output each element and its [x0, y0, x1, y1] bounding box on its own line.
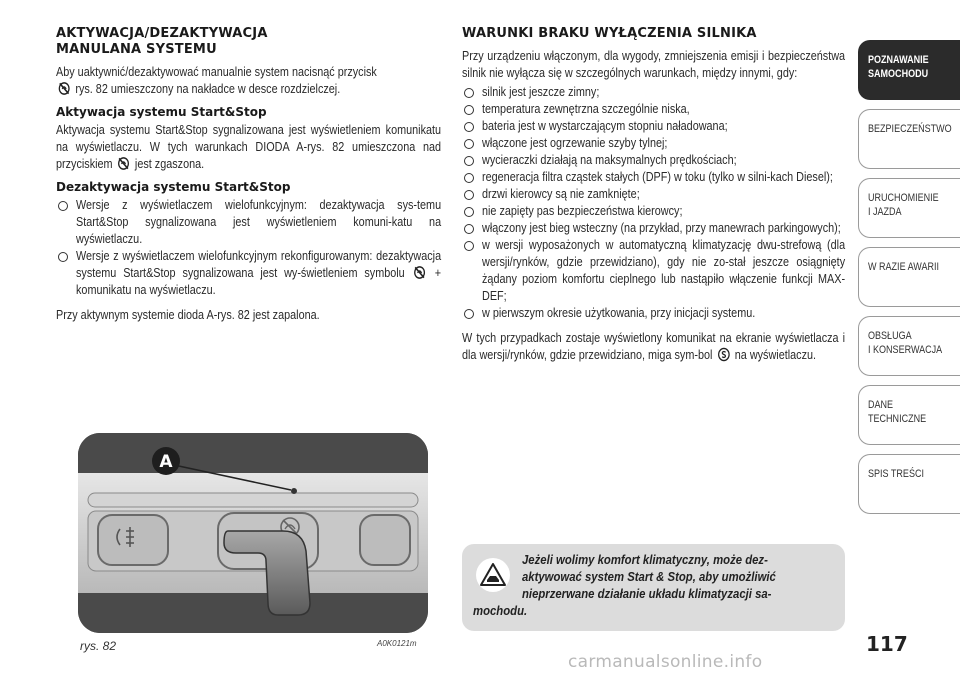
list-item: włączone jest ogrzewanie szyby tylnej; — [462, 135, 846, 152]
list-item: regeneracja filtra cząstek stałych (DPF) w toku (tylko w silni-kach Diesel); — [462, 169, 846, 186]
manual-activation-title: AKTYWACJA/DEZAKTYWACJA MANULANA SYSTEMU — [56, 26, 268, 57]
bullet-circle-icon — [464, 139, 474, 149]
bullet-circle-icon — [464, 224, 474, 234]
warning-triangle-icon — [476, 558, 510, 592]
bullet-circle-icon — [464, 309, 474, 319]
list-item: włączony jest bieg wsteczny (na przykład, przy manewrach parkingowych); — [462, 220, 846, 237]
chapter-tabs — [858, 40, 960, 523]
list-item: w wersji wyposażonych w automatyczną klimatyzację dwu-strefową (dla wersji/rynków, gdzie przewidziano), gdy nie zo-stał jeszcze osiągnięty żądany poziom komfortu cieplnego lub nastąpiło włączenie funkcji MAX-DEF; — [462, 237, 846, 305]
start-stop-s-icon — [717, 347, 730, 362]
no-shutdown-outro: W tych przypadkach zostaje wyświetlony komunikat na ekranie wyświetlacza i dla wersji/rynków, gdzie przewidziano, miga sym-bol na wyświetlaczu. — [462, 331, 846, 362]
tab-chapter-1[interactable]: POZNAWANIE SAMOCHODU — [858, 40, 960, 100]
tab-chapter-4[interactable]: W RAZIE AWARII — [858, 247, 960, 307]
list-item: temperatura zewnętrzna szczególnie niska, — [462, 101, 846, 118]
bullet-circle-icon — [464, 207, 474, 217]
figure-code: A0K0121m — [377, 639, 417, 648]
bullet-circle-icon — [464, 190, 474, 200]
bullet-circle-icon — [58, 201, 68, 211]
marker-a-label: A — [159, 452, 173, 472]
right-column — [462, 26, 846, 364]
list-item: w pierwszym okresie użytkowania, przy inicjacji systemu. — [462, 305, 846, 322]
tab-chapter-3[interactable]: URUCHOMIENIE I JAZDA — [858, 178, 960, 238]
no-shutdown-intro: Przy urządzeniu włączonym, dla wygody, zmniejszenia emisji i bezpieczeństwa silnik nie wyłącza się w szczególnych warunkach, między innymi, gdy: — [462, 49, 846, 80]
watermark: carmanualsonline.info — [568, 652, 763, 672]
bullet-circle-icon — [464, 241, 474, 251]
warning-text: Jeżeli wolimy komfort klimatyczny, może dez- aktywować system Start & Stop, aby umożliwić nieprzerwane działanie układu klimatyzacji sa- mochodu. — [473, 553, 776, 618]
bullet-circle-icon — [464, 156, 474, 166]
activation-text: Aktywacja systemu Start&Stop sygnalizowana jest wyświetleniem komunikatu na wyświetlaczu. W tych warunkach DIODA A-rys. 82 umieszczona nad przyciskiem jest zgaszona. — [56, 123, 442, 171]
list-item: Wersje z wyświetlaczem wielofunkcyjnym rekonfigurowanym: dezaktywacja systemu Start&Stop sygnalizowana jest wy-świetleniem symbolu + komunikatu na wyświetlaczu. — [56, 248, 442, 299]
bullet-circle-icon — [58, 252, 68, 262]
dashboard-figure — [78, 433, 428, 633]
list-item: nie zapięty pas bezpieczeństwa kierowcy; — [462, 203, 846, 220]
start-stop-crossed-icon — [413, 265, 426, 280]
start-stop-crossed-icon — [58, 81, 71, 96]
list-item: drzwi kierowcy są nie zamknięte; — [462, 186, 846, 203]
left-column — [56, 26, 442, 324]
led-indicator — [291, 488, 297, 494]
page-number: 117 — [866, 632, 908, 656]
bullet-circle-icon — [464, 173, 474, 183]
no-shutdown-title: WARUNKI BRAKU WYŁĄCZENIA SILNIKA — [462, 26, 757, 41]
no-shutdown-list — [462, 84, 846, 322]
tab-chapter-6[interactable]: DANE TECHNICZNE — [858, 385, 960, 445]
bullet-circle-icon — [464, 105, 474, 115]
tab-chapter-7[interactable]: SPIS TREŚCI — [858, 454, 960, 514]
bullet-circle-icon — [464, 122, 474, 132]
start-stop-crossed-icon — [117, 156, 130, 171]
list-item: bateria jest w wystarczającym stopniu naładowana; — [462, 118, 846, 135]
tab-chapter-5[interactable]: OBSŁUGA I KONSERWACJA — [858, 316, 960, 376]
tab-chapter-2[interactable]: BEZPIECZEŃSTWO — [858, 109, 960, 169]
deactivation-subtitle: Dezaktywacja systemu Start&Stop — [56, 180, 291, 194]
bullet-circle-icon — [464, 88, 474, 98]
closing-text: Przy aktywnym systemie dioda A-rys. 82 jest zapalona. — [56, 308, 320, 322]
list-item: silnik jest jeszcze zimny; — [462, 84, 846, 101]
deactivation-list — [56, 197, 442, 299]
manual-activation-text: Aby uaktywnić/dezaktywować manualnie system nacisnąć przycisk rys. 82 umieszczony na nakładce w desce rozdzielczej. — [56, 65, 377, 96]
warning-note — [462, 544, 845, 631]
list-item: Wersje z wyświetlaczem wielofunkcyjnym: dezaktywacja sys-temu Start&Stop sygnalizowana jest wyświetleniem komuni-katu na wyświetlaczu. — [56, 197, 442, 248]
list-item: wycieraczki działają na maksymalnych prędkościach; — [462, 152, 846, 169]
figure-caption: rys. 82 — [80, 639, 117, 653]
dashboard-illustration — [78, 433, 428, 633]
activation-subtitle: Aktywacja systemu Start&Stop — [56, 105, 267, 119]
warning-badge — [476, 558, 510, 592]
